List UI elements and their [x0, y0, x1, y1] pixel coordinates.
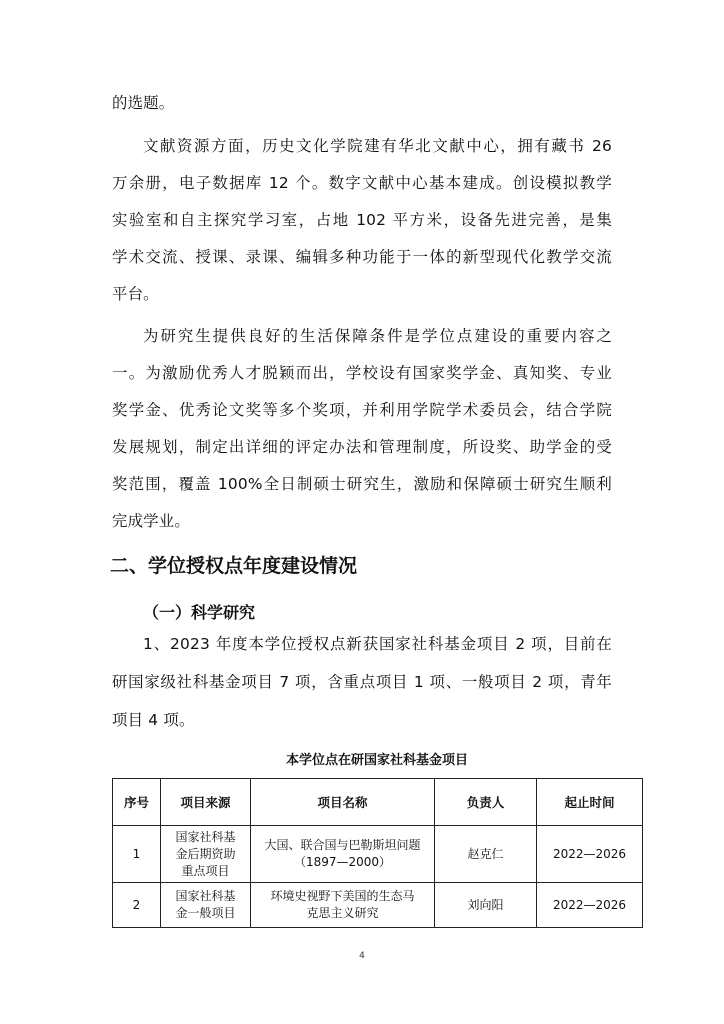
header-no: 序号	[113, 779, 161, 826]
cell-leader: 赵克仁	[435, 826, 537, 883]
paragraph-line: 1、2023 年度本学位授权点新获国家社科基金项目 2 项，目前在	[143, 635, 612, 653]
funding-table	[112, 778, 643, 928]
section-heading: 二、学位授权点年度建设情况	[110, 555, 358, 577]
cell-name-line: 环境史视野下美国的生态马	[270, 889, 415, 903]
paragraph-line: 完成学业。	[112, 512, 190, 530]
header-period: 起止时间	[537, 779, 643, 826]
table-header-row	[113, 779, 643, 826]
cell-source-line: 金后期资助	[175, 846, 236, 861]
cell-name	[251, 883, 435, 928]
paragraph-line: 为研究生提供良好的生活保障条件是学位点建设的重要内容之	[143, 327, 612, 345]
header-name: 项目名称	[251, 779, 435, 826]
paragraph-line: 万余册，电子数据库 12 个。数字文献中心基本建成。创设模拟教学	[112, 174, 612, 192]
cell-source	[161, 883, 251, 928]
paragraph-line: 项目 4 项。	[112, 711, 195, 729]
header-leader: 负责人	[435, 779, 537, 826]
cell-no: 1	[113, 826, 161, 883]
cell-name-line: （1897—2000）	[293, 855, 392, 869]
cell-source-line: 国家社科基	[175, 889, 236, 903]
cell-name-line: 克思主义研究	[306, 906, 379, 920]
cell-source-line: 金一般项目	[175, 906, 236, 920]
table-caption: 本学位点在研国家社科基金项目	[285, 753, 468, 768]
table-row	[113, 826, 643, 883]
cell-period: 2022—2026	[537, 826, 643, 883]
cell-source-line: 重点项目	[181, 863, 230, 878]
table-row	[113, 883, 643, 928]
page-number: 4	[359, 951, 365, 961]
header-source: 项目来源	[161, 779, 251, 826]
paragraph-line: 平台。	[112, 285, 159, 303]
cell-name	[251, 826, 435, 883]
cell-period: 2022—2026	[537, 883, 643, 928]
paragraph-line: 文献资源方面，历史文化学院建有华北文献中心，拥有藏书 26	[143, 137, 612, 155]
cell-source	[161, 826, 251, 883]
cell-name-line: 大国、联合国与巴勒斯坦问题	[264, 838, 421, 852]
paragraph-line: 的选题。	[112, 94, 175, 112]
paragraph-line: 一。为激励优秀人才脱颖而出，学校设有国家奖学金、真知奖、专业	[112, 364, 612, 382]
paragraph-line: 发展规划，制定出详细的评定办法和管理制度，所设奖、助学金的受	[112, 438, 612, 456]
cell-leader: 刘向阳	[435, 883, 537, 928]
subsection-heading: （一）科学研究	[143, 603, 256, 622]
paragraph-line: 研国家级社科基金项目 7 项，含重点项目 1 项、一般项目 2 项，青年	[112, 673, 612, 691]
cell-no: 2	[113, 883, 161, 928]
paragraph-line: 奖范围，覆盖 100%全日制硕士研究生，激励和保障硕士研究生顺利	[112, 475, 612, 493]
paragraph-line: 实验室和自主探究学习室，占地 102 平方米，设备先进完善，是集	[112, 211, 612, 229]
paragraph-line: 奖学金、优秀论文奖等多个奖项，并利用学院学术委员会，结合学院	[112, 401, 612, 419]
paragraph-line: 学术交流、授课、录课、编辑多种功能于一体的新型现代化教学交流	[112, 248, 612, 266]
cell-source-line: 国家社科基	[175, 829, 236, 844]
